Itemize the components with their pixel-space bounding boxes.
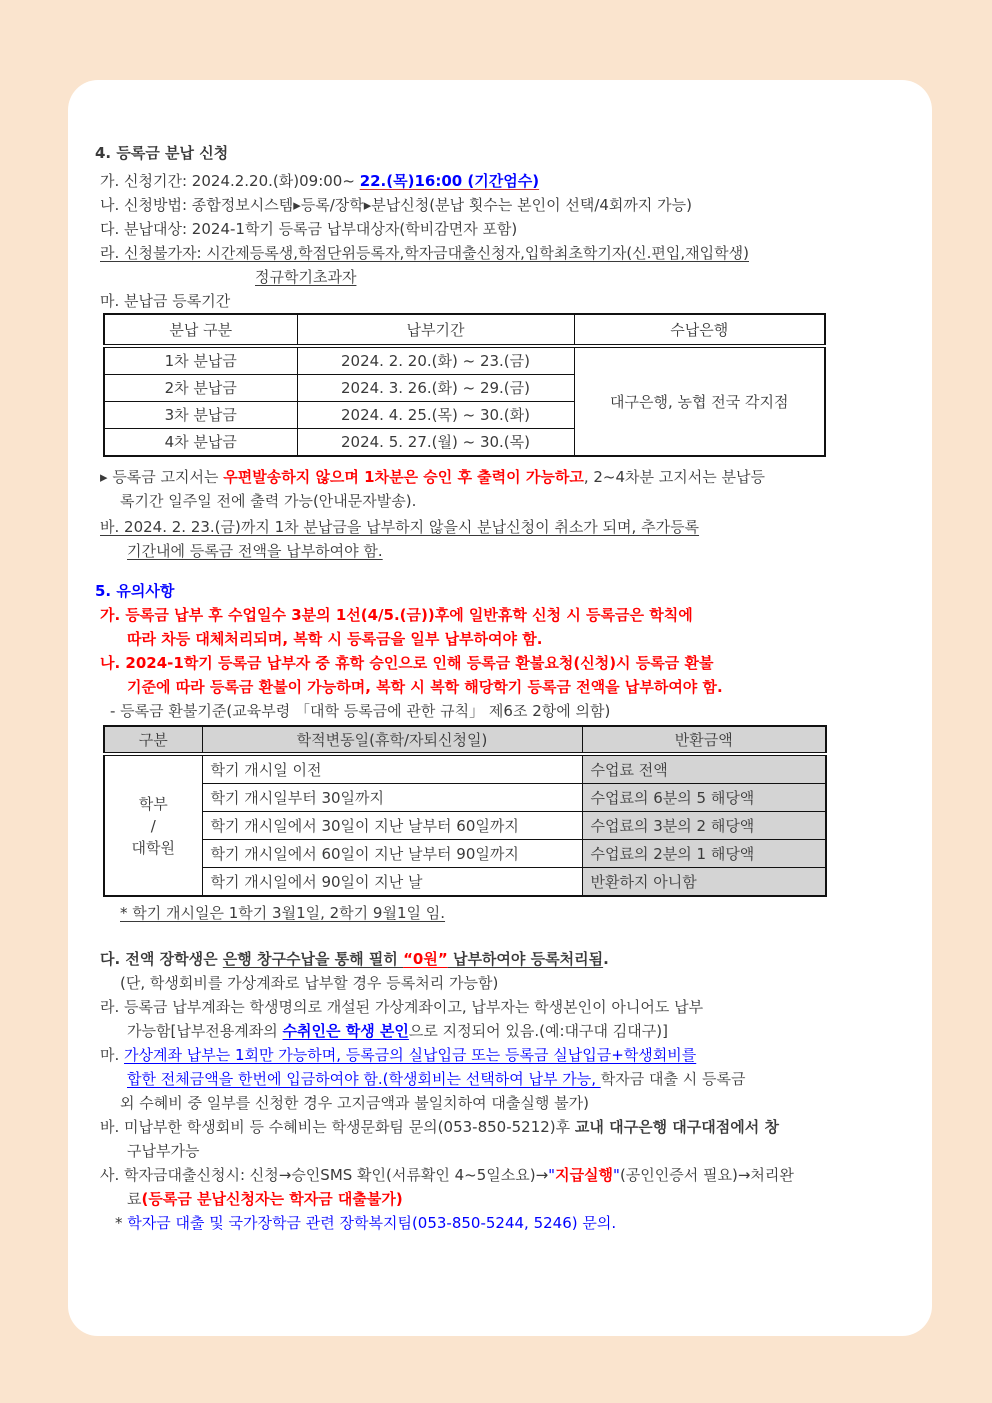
cell-refund-date-3: 학기 개시일에서 30일이 지난 날부터 60일까지 (202, 812, 582, 840)
cell-refund-date-4: 학기 개시일에서 60일이 지난 날부터 90일까지 (202, 840, 582, 868)
s5-item-da-line1: 다. 전액 장학생은 은행 창구수납을 통해 필히 “0원” 납부하여야 등록처리됨. (100, 950, 609, 968)
refund-table (103, 725, 827, 897)
item-ra-excluded-cont: 정규학기초과자 (255, 268, 357, 286)
apply-deadline-highlight: 22.(목)16:00 (기간엄수) (359, 172, 540, 190)
item-da-target: 다. 분납대상: 2024-1학기 등록금 납부대상자(학비감면자 포함) (100, 220, 518, 238)
header-receiving-bank: 수납은행 (574, 314, 825, 346)
s5-item-na-line1: 나. 2024-1학기 등록금 납부자 중 휴학 승인으로 인해 등록금 환불요청(신청)시 등록금 환불 (100, 654, 714, 672)
cell-refund-amount-1: 수업료 전액 (582, 754, 826, 784)
cell-installment-2: 2차 분납금 (104, 375, 297, 402)
cell-refund-date-2: 학기 개시일부터 30일까지 (202, 784, 582, 812)
s5-item-ba-line1: 바. 미납부한 학생회비 등 수혜비는 학생문화팀 문의(053-850-5212)후 교내 대구은행 대구대점에서 창 (100, 1118, 779, 1136)
loan-execution-highlight: 지급실행 (555, 1166, 614, 1184)
apply-period-label: 가. 신청기간: 2024.2.20.(화)09:00~ (100, 172, 360, 190)
s5-item-ma-line1: 마. 가상계좌 납부는 1회만 가능하며, 등록금의 실납입금 또는 등록금 실납입금+학생회비를 (100, 1046, 697, 1064)
s5-item-ba-line2: 구납부가능 (127, 1142, 200, 1160)
item-ba-cancel-line2: 기간내에 등록금 전액을 납부하여야 함. (127, 542, 383, 560)
refund-intro: - 등록금 환불기준(교육부령 「대학 등록금에 관한 규칙」 제6조 2항에 의함) (110, 702, 611, 720)
cell-refund-amount-3: 수업료의 3분의 2 해당액 (582, 812, 826, 840)
cell-refund-amount-4: 수업료의 2분의 1 해당액 (582, 840, 826, 868)
s5-item-sa-line2: 료(등록금 분납신청자는 학자금 대출불가) (127, 1190, 403, 1208)
s5-item-ga-line2: 따라 차등 대체처리되며, 복학 시 등록금을 일부 납부하여야 함. (127, 630, 543, 648)
table-row (104, 812, 826, 840)
triangle-bullet-icon: ▸ (100, 468, 108, 486)
s5-item-ra-line1: 라. 등록금 납부계좌는 학생명의로 개설된 가상계좌이고, 납부자는 학생본인이 아니어도 납부 (100, 998, 704, 1016)
document-body (95, 141, 910, 1235)
scholarship-contact: 학자금 대출 및 국가장학금 관련 장학복지팀(053-850-5244, 5246) 문의. (127, 1214, 617, 1232)
s5-item-ma-line3: 외 수혜비 중 일부를 신청한 경우 고지금액과 불일치하여 대출실행 불가) (120, 1094, 589, 1112)
document-page (68, 80, 932, 1336)
header-refund-amount: 반환금액 (582, 726, 826, 754)
zero-won-highlight: “0원” (403, 950, 448, 968)
installment-table-header-row (104, 314, 825, 346)
cell-bank: 대구은행, 농협 전국 각지점 (574, 346, 825, 456)
table-row (104, 346, 825, 375)
s5-item-ma-line2: 합한 전체금액을 한번에 입금하여야 함.(학생회비는 선택하여 납부 가능, 학자금 대출 시 등록금 (127, 1070, 746, 1088)
cell-installment-3: 3차 분납금 (104, 402, 297, 429)
cell-installment-1: 1차 분납금 (104, 346, 297, 375)
bill-note-line2: 록기간 일주일 전에 출력 가능(안내문자발송). (120, 492, 417, 510)
item-ga-apply-period (100, 169, 910, 193)
installment-table (103, 313, 826, 457)
table-row (104, 840, 826, 868)
item-na-apply-method: 나. 신청방법: 종합정보시스템▸등록/장학▸분납신청(분납 횟수는 본인이 선택/4회까지 가능) (100, 196, 692, 214)
header-category: 구분 (104, 726, 202, 754)
cell-refund-amount-5: 반환하지 아니함 (582, 868, 826, 897)
section5-heading: 5. 유의사항 (95, 582, 175, 600)
refund-table-header-row (104, 726, 826, 754)
table-row (104, 784, 826, 812)
cell-period-1: 2024. 2. 20.(화) ~ 23.(금) (297, 346, 574, 375)
item-ra-excluded: 라. 신청불가자: 시간제등록생,학점단위등록자,학자금대출신청자,입학최초학기자(신.편입,재입학생) (100, 244, 749, 262)
s5-item-ra-line2: 가능함[납부전용계좌의 수취인은 학생 본인으로 지정되어 있음.(예:대구대 김대구)] (127, 1022, 668, 1040)
table-row (104, 754, 826, 784)
header-payment-period: 납부기간 (297, 314, 574, 346)
cell-installment-4: 4차 분납금 (104, 429, 297, 457)
s5-item-da-line2: (단, 학생회비를 가상계좌로 납부할 경우 등록처리 가능함) (120, 974, 499, 992)
header-change-date: 학적변동일(휴학/자퇴신청일) (202, 726, 582, 754)
cell-refund-date-5: 학기 개시일에서 90일이 지난 날 (202, 868, 582, 897)
payee-highlight: 수취인은 학생 본인 (282, 1022, 409, 1040)
cell-period-2: 2024. 3. 26.(화) ~ 29.(금) (297, 375, 574, 402)
table-row (104, 868, 826, 897)
s5-item-sa-note: * 학자금 대출 및 국가장학금 관련 장학복지팀(053-850-5244, 5246) 문의. (115, 1214, 617, 1232)
header-installment-type: 분납 구분 (104, 314, 297, 346)
cell-refund-amount-2: 수업료의 6분의 5 해당액 (582, 784, 826, 812)
bill-note-red: 우편발송하지 않으며 1차분은 승인 후 출력이 가능하고 (223, 468, 584, 486)
cell-period-4: 2024. 5. 27.(월) ~ 30.(목) (297, 429, 574, 457)
s5-item-ga-line1: 가. 등록금 납부 후 수업일수 3분의 1선(4/5.(금))후에 일반휴학 신청 시 등록금은 학칙에 (100, 606, 693, 624)
bill-note-line1: ▸ 등록금 고지서는 우편발송하지 않으며 1차분은 승인 후 출력이 가능하고, 2~4차분 고지서는 분납등 (100, 468, 765, 486)
no-loan-highlight: (등록금 분납신청자는 학자금 대출불가) (141, 1190, 403, 1208)
refund-footnote: * 학기 개시일은 1학기 3월1일, 2학기 9월1일 임. (120, 904, 446, 922)
section4-heading: 4. 등록금 분납 신청 (95, 144, 229, 162)
item-ma-register-period: 마. 분납금 등록기간 (100, 292, 231, 310)
s5-item-sa-line1: 사. 학자금대출신청시: 신청→승인SMS 확인(서류확인 4~5일소요)→"지급실행"(공인인증서 필요)→처리완 (100, 1166, 794, 1184)
item-ba-cancel-line1: 바. 2024. 2. 23.(금)까지 1차 분납금을 납부하지 않을시 분납신청이 취소가 되며, 추가등록 (100, 518, 700, 536)
cell-group-undergrad-grad: 학부 / 대학원 (104, 754, 202, 896)
s5-item-na-line2: 기준에 따라 등록금 환불이 가능하며, 복학 시 복학 해당학기 등록금 전액을 납부하여야 함. (127, 678, 723, 696)
cell-refund-date-1: 학기 개시일 이전 (202, 754, 582, 784)
cell-period-3: 2024. 4. 25.(목) ~ 30.(화) (297, 402, 574, 429)
